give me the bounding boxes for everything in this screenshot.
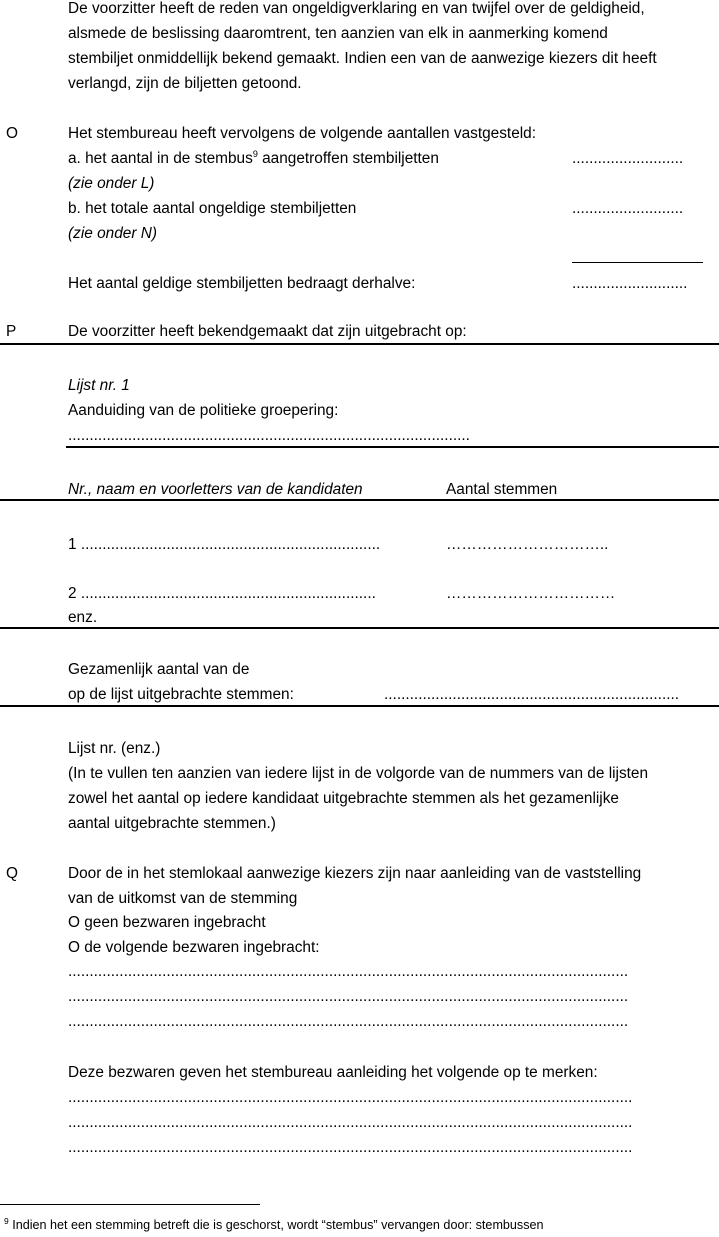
group-rule [66,446,719,448]
header-rule [0,499,719,501]
section-q-line-2: van de uitkomst van de stemming [68,890,298,907]
remarks-dots-2: .................................................................................................................................... [68,1114,633,1131]
remarks-label: Deze bezwaren geven het stembureau aanleiding het volgende op te merken: [68,1064,598,1081]
group-dots: .............................................................................................. [68,427,470,444]
section-q-letter: Q [6,865,18,882]
candidate-row-2: 2 ..................................................................... [68,585,376,602]
intro-line-2: alsmede de beslissing daaromtrent, ten aanzien van elk in aanmerking komend [68,25,608,42]
candidate-row-2-votes: …………………………… [446,585,616,602]
subtotal-rule [572,262,703,263]
footnote-ref: 9 [252,149,258,159]
footnote [4,1216,544,1232]
intro-line-3: stembiljet onmiddellijk bekend gemaakt. Indien een van de aanwezige kiezers dit heeft [68,50,657,67]
list-total-label-1: Gezamenlijk aantal van de [68,661,250,678]
column-header-votes: Aantal stemmen [446,481,558,498]
item-a-rest: aangetroffen stembiljetten [257,150,439,167]
item-a-note: (zie onder L) [68,175,155,192]
section-o-letter: O [6,125,18,142]
list-total-rule [0,705,719,707]
rows-rule [0,627,719,629]
remarks-dots-1: .................................................................................................................................... [68,1089,633,1106]
item-b-dots: .......................... [572,200,684,217]
candidate-row-etc: enz. [68,609,98,626]
list-total-label-2: op de lijst uitgebrachte stemmen: [68,686,294,703]
objections-dots-2: ................................................................................................................................... [68,988,629,1005]
next-list-label: Lijst nr. (enz.) [68,740,161,757]
instruction-line-2: zowel het aantal op iedere kandidaat uitgebrachte stemmen als het gezamenlijke [68,790,619,807]
instruction-line-1: (In te vullen ten aanzien van iedere lijst in de volgorde van de nummers van de lijsten [68,765,649,782]
section-p-heading: De voorzitter heeft bekendgemaakt dat zijn uitgebracht op: [68,323,467,340]
section-o-heading: Het stembureau heeft vervolgens de volgende aantallen vastgesteld: [68,125,537,142]
section-p-rule [0,343,719,345]
item-a-dots: .......................... [572,150,684,167]
candidate-row-1: 1 ...................................................................... [68,536,381,553]
section-o-item-b: b. het totale aantal ongeldige stembiljetten [68,200,357,217]
footnote-separator [0,1204,260,1205]
group-label: Aanduiding van de politieke groepering: [68,402,339,419]
intro-line-4: verlangd, zijn de biljetten getoond. [68,75,302,92]
total-dots: ........................... [572,275,688,292]
item-b-note: (zie onder N) [68,225,157,242]
footnote-number: 9 [4,1216,9,1226]
objections-dots-1: ................................................................................................................................... [68,963,629,980]
section-o-item-a [68,151,439,166]
intro-line-1: De voorzitter heeft de reden van ongeldigverklaring en van twijfel over de geldigheid, [68,0,645,17]
column-header-candidates: Nr., naam en voorletters van de kandidaten [68,481,363,498]
instruction-line-3: aantal uitgebrachte stemmen.) [68,815,276,832]
list-total-dots: ..................................................................... [384,686,680,703]
option-no-objections: O geen bezwaren ingebracht [68,914,266,931]
objections-dots-3: ................................................................................................................................... [68,1013,629,1030]
section-q-line-1: Door de in het stemlokaal aanwezige kiezers zijn naar aanleiding van de vaststelling [68,865,642,882]
footnote-text: Indien het een stemming betreft die is geschorst, wordt “stembus” vervangen door: stembussen [8,1218,544,1232]
section-o-total-label: Het aantal geldige stembiljetten bedraagt derhalve: [68,275,416,292]
section-p-letter: P [6,323,17,340]
option-objections: O de volgende bezwaren ingebracht: [68,939,320,956]
candidate-row-1-votes: ………………………….. [446,536,609,553]
remarks-dots-3: .................................................................................................................................... [68,1139,633,1156]
list-label: Lijst nr. 1 [68,377,130,394]
item-a-text: a. het aantal in de stembus [68,150,253,167]
